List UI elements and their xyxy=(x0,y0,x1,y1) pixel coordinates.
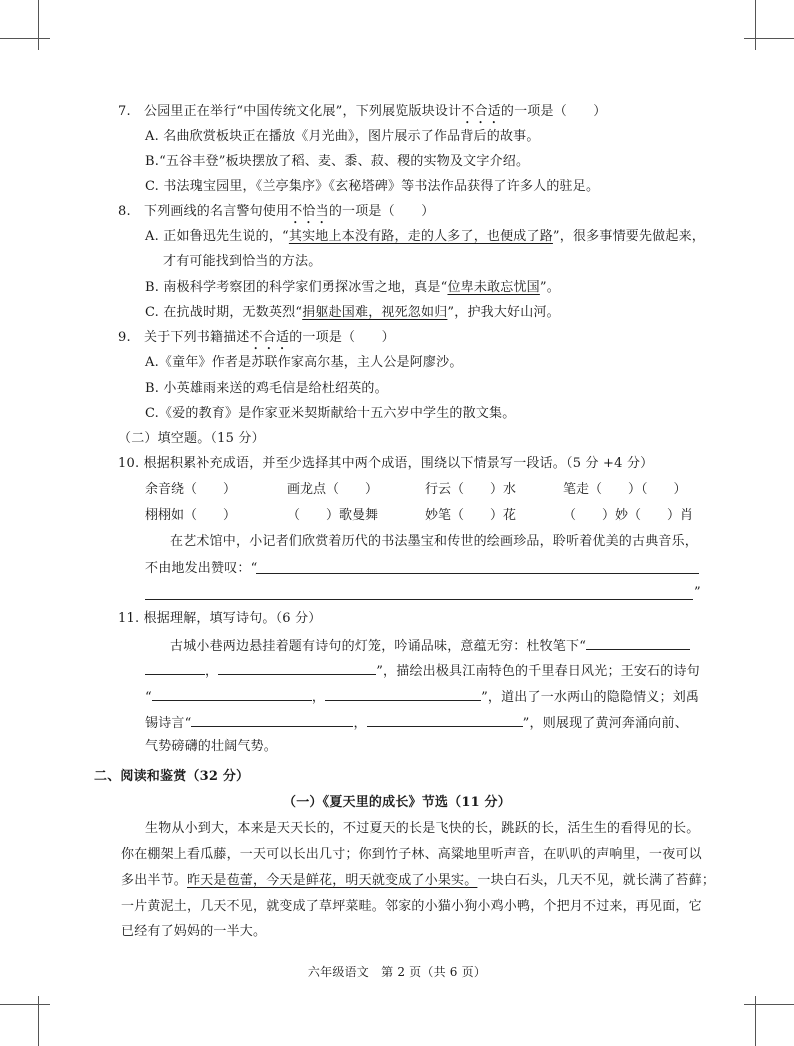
q9-option-c[interactable]: C.《爱的教育》是作家亚米契斯献给十五六岁中学生的散文集。 xyxy=(145,406,516,421)
reading-paragraph-line: 一片黄泥土，几天不见，就变成了草坪菜畦。邻家的小猫小狗小鸡小鸭，个把月不过来，再见面，它 xyxy=(121,899,702,914)
idiom-blank[interactable]: 画龙点（ ） xyxy=(287,482,379,497)
q8-option-b[interactable]: B. 南极科学考察团的科学家们勇探冰雪之地，真是“位卑未敢忘忧国”。 xyxy=(145,280,560,295)
reading-paragraph-line: 多出半节。昨天是苞蕾，今天是鲜花，明天就变成了小果实。一块白石头，几天不见，就长满了苔藓； xyxy=(121,873,716,888)
answer-line[interactable] xyxy=(145,599,693,600)
section-fill-heading: （二）填空题。（15 分） xyxy=(118,431,265,446)
idiom-blank[interactable]: （ ）妙（ ）肖 xyxy=(563,508,694,523)
q11-line-2: ， ”，描绘出极具江南特色的千里春日风光；王安石的诗句 xyxy=(145,661,700,681)
reading-paragraph-line: 已经有了妈妈的一半大。 xyxy=(121,924,267,939)
q7-option-c[interactable]: C. 书法瑰宝园里，《兰亭集序》《玄秘塔碑》等书法作品获得了许多人的驻足。 xyxy=(145,179,600,194)
crop-mark xyxy=(0,38,50,39)
poem-blank[interactable] xyxy=(218,661,376,675)
poem-blank[interactable] xyxy=(145,661,205,675)
q8-option-c[interactable]: C. 在抗战时期，无数英烈“捐躯赴国难，视死忽如归”，护我大好山河。 xyxy=(145,305,560,320)
q8-option-a[interactable]: A. 正如鲁迅先生说的，“其实地上本没有路，走的人多了，也便成了路”，很多事情要先做起来， xyxy=(145,229,705,244)
crop-mark xyxy=(744,38,794,39)
reading-paragraph-line: 你在棚架上看瓜藤，一天可以长出几寸；你到竹子林、高粱地里听声音，在叭叭的声响里，一夜可以 xyxy=(121,847,702,862)
q10-context-cont: 不由地发出赞叹：“ xyxy=(145,561,258,576)
poem-blank[interactable] xyxy=(152,687,312,701)
q11-line-3: “ ， ”，道出了一水两山的隐隐情义；刘禹 xyxy=(145,687,699,707)
poem-blank[interactable] xyxy=(325,687,481,701)
q11-line-4: 锡诗言“ ， ”，则展现了黄河奔涌向前、 xyxy=(145,713,688,733)
q9-option-b[interactable]: B. 小英雄雨来送的鸡毛信是给杜绍英的。 xyxy=(145,381,388,396)
q10-context: 在艺术馆中，小记者们欣赏着历代的书法墨宝和传世的绘画珍品，聆听着优美的古典音乐， xyxy=(170,534,699,549)
crop-mark xyxy=(755,996,756,1046)
q11-stem: 11. 根据理解，填写诗句。（6 分） xyxy=(118,611,322,626)
poem-blank[interactable] xyxy=(586,636,690,650)
poem-blank[interactable] xyxy=(191,713,353,727)
q9-option-a[interactable]: A.《童年》作者是苏联作家高尔基，主人公是阿廖沙。 xyxy=(145,355,463,370)
crop-mark xyxy=(755,0,756,50)
q9-stem: 9. 关于下列书籍描述不合适的一项是（ ） xyxy=(118,330,395,345)
q11-line-5: 气势磅礴的壮阔气势。 xyxy=(145,739,278,754)
idiom-blank[interactable]: 栩栩如（ ） xyxy=(145,508,237,523)
answer-line[interactable] xyxy=(256,573,699,574)
crop-mark xyxy=(744,1004,794,1005)
idiom-blank[interactable]: 余音绕（ ） xyxy=(145,482,237,497)
poem-blank[interactable] xyxy=(367,713,523,727)
crop-mark xyxy=(38,0,39,50)
q7-option-a[interactable]: A. 名曲欣赏板块正在播放《月光曲》，图片展示了作品背后的故事。 xyxy=(145,129,540,144)
section-reading-heading: 二、阅读和鉴赏（32 分） xyxy=(94,769,250,784)
q7-option-b[interactable]: B.“五谷丰登”板块摆放了稻、麦、黍、菽、稷的实物及文字介绍。 xyxy=(145,154,530,169)
q11-line-1: 古城小巷两边悬挂着题有诗句的灯笼，吟诵品味，意蕴无穷：杜牧笔下“ xyxy=(170,636,690,656)
q8-option-a-continued: 才有可能找到恰当的方法。 xyxy=(163,254,322,269)
crop-mark xyxy=(38,996,39,1046)
page-footer: 六年级语文 第 2 页（共 6 页） xyxy=(307,965,487,979)
q7-stem: 7. 公园里正在举行“中国传统文化展”，下列展览版块设计不合适的一项是（ ） xyxy=(118,104,607,119)
closing-quote: ” xyxy=(694,585,701,600)
idiom-blank[interactable]: 笔走（ ）（ ） xyxy=(563,482,687,497)
crop-mark xyxy=(0,1004,50,1005)
reading-paragraph-line: 生物从小到大，本来是天天长的，不过夏天的长是飞快的长，跳跃的长，活生生的看得见的长。 xyxy=(145,821,700,836)
reading-title: （一）《夏天里的成长》节选（11 分） xyxy=(283,795,511,810)
idiom-blank[interactable]: 妙笔（ ）花 xyxy=(425,508,517,523)
idiom-blank[interactable]: 行云（ ）水 xyxy=(425,482,517,497)
idiom-blank[interactable]: （ ）歌曼舞 xyxy=(287,508,379,523)
q10-stem: 10. 根据积累补充成语，并至少选择其中两个成语，围绕以下情景写一段话。（5 分 +4 分） xyxy=(118,456,654,471)
q8-stem: 8. 下列画线的名言警句使用不恰当的一项是（ ） xyxy=(118,204,435,219)
